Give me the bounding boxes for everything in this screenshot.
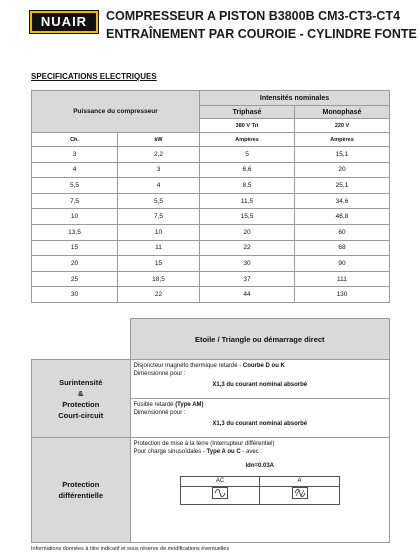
cell-mono: 25,1 — [295, 178, 390, 194]
ac-label: AC — [180, 477, 260, 487]
cell-ch: 25 — [32, 271, 118, 287]
document-header — [0, 0, 420, 52]
diff-text: - avec : — [240, 449, 263, 455]
cell-kw: 15 — [118, 256, 200, 272]
cell-kw: 3 — [118, 162, 200, 178]
label-line: & — [78, 388, 84, 398]
cell-tri: 37 — [200, 271, 295, 287]
nuair-logo — [29, 10, 99, 34]
cell-ch: 15 — [32, 240, 118, 256]
footer-note: Informations données à titre indicatif et sous réserve de modifications éventuelles — [31, 546, 230, 552]
cell-mono: 15,1 — [295, 147, 390, 163]
table-row — [32, 209, 390, 225]
mono-voltage: 220 V — [295, 119, 390, 133]
blank-corner — [32, 319, 131, 360]
unit-kw: kW — [118, 133, 200, 147]
a-symbol-cell — [260, 487, 340, 505]
logo-text: NUAIR — [32, 13, 96, 31]
unit-amp-tri: Ampères — [200, 133, 295, 147]
power-table — [31, 90, 390, 303]
disjoncteur-cell — [130, 360, 390, 399]
unit-amp-mono: Ampères — [295, 133, 390, 147]
ac-sine-icon — [212, 487, 228, 499]
cell-tri: 8,5 — [200, 178, 295, 194]
cell-ch: 3 — [32, 147, 118, 163]
table-row — [32, 162, 390, 178]
label-line: Protection — [62, 399, 100, 409]
table-row — [32, 193, 390, 209]
fusible-cell — [130, 399, 390, 438]
disjoncteur-text: Disjoncteur magnéto thermique retardé - — [133, 363, 243, 369]
intensity-header: Intensités nominales — [200, 91, 390, 106]
power-table-body — [32, 147, 390, 303]
cell-mono: 34,6 — [295, 193, 390, 209]
surintensite-label — [32, 360, 131, 438]
fusible-text: Fusible retardé — [133, 402, 176, 408]
cell-ch: 4 — [32, 162, 118, 178]
tri-voltage: 380 V Tri — [200, 119, 295, 133]
label-line: Protection — [62, 480, 100, 489]
cell-ch: 13,5 — [32, 224, 118, 240]
cell-tri: 6,6 — [200, 162, 295, 178]
diff-value: Idn=0.03A — [245, 463, 274, 469]
differentielle-label — [32, 438, 131, 543]
cell-mono: 60 — [295, 224, 390, 240]
cell-tri: 15,5 — [200, 209, 295, 225]
table-row — [32, 271, 390, 287]
cell-ch: 7,5 — [32, 193, 118, 209]
disjoncteur-value: X1,3 du courant nominal absorbé — [212, 382, 308, 388]
a-pulsed-icon — [292, 487, 308, 499]
cell-ch: 5,5 — [32, 178, 118, 194]
cell-mono: 20 — [295, 162, 390, 178]
cell-kw: 2,2 — [118, 147, 200, 163]
cell-tri: 22 — [200, 240, 295, 256]
diff-text: Protection de mise à la terre (Interrupteur différentiel) — [133, 441, 275, 447]
ac-a-symbols — [180, 476, 340, 505]
cell-tri: 11,5 — [200, 193, 295, 209]
cell-kw: 10 — [118, 224, 200, 240]
cell-kw: 11 — [118, 240, 200, 256]
document-title: COMPRESSEUR A PISTON B3800B CM3-CT3-CT4 — [106, 9, 401, 23]
fusible-dim: Dimensionné pour : — [133, 410, 186, 416]
cell-tri: 5 — [200, 147, 295, 163]
cell-ch: 10 — [32, 209, 118, 225]
diff-type: Type A ou C — [206, 449, 241, 455]
differentielle-cell — [130, 438, 390, 543]
protection-table — [31, 318, 390, 543]
cell-kw: 22 — [118, 287, 200, 303]
table-row — [32, 224, 390, 240]
cell-mono: 68 — [295, 240, 390, 256]
cell-mono: 111 — [295, 271, 390, 287]
table-row — [32, 178, 390, 194]
tri-header: Triphasé — [200, 106, 295, 119]
cell-tri: 20 — [200, 224, 295, 240]
cell-kw: 5,5 — [118, 193, 200, 209]
cell-ch: 20 — [32, 256, 118, 272]
cell-kw: 7,5 — [118, 209, 200, 225]
label-line: Surintensité — [59, 377, 103, 387]
label-line: Court-circuit — [58, 410, 104, 420]
section-title: SPECIFICATIONS ELECTRIQUES — [31, 72, 157, 81]
fusible-type: (Type AM) — [175, 402, 204, 408]
a-label: A — [260, 477, 340, 487]
disjoncteur-curve: Courbe D ou K — [242, 363, 285, 369]
table-row — [32, 287, 390, 303]
label-line: différentielle — [58, 491, 104, 500]
cell-ch: 30 — [32, 287, 118, 303]
disjoncteur-dim: Dimensionné pour : — [133, 371, 186, 377]
cell-tri: 30 — [200, 256, 295, 272]
power-header: Puissance du compresseur — [32, 91, 200, 133]
cell-kw: 18,5 — [118, 271, 200, 287]
table-row — [32, 147, 390, 163]
cell-tri: 44 — [200, 287, 295, 303]
fusible-value: X1,3 du courant nominal absorbé — [212, 421, 308, 427]
table-row — [32, 256, 390, 272]
cell-mono: 130 — [295, 287, 390, 303]
table-row — [32, 240, 390, 256]
cell-mono: 46,8 — [295, 209, 390, 225]
document-subtitle: ENTRAÎNEMENT PAR COUROIE - CYLINDRE FONTE — [106, 27, 417, 41]
mono-header: Monophasé — [295, 106, 390, 119]
cell-mono: 90 — [295, 256, 390, 272]
cell-kw: 4 — [118, 178, 200, 194]
unit-ch: Ch. — [32, 133, 118, 147]
ac-symbol-cell — [180, 487, 260, 505]
diff-text: Pour charge sinusoïdales - — [133, 449, 207, 455]
protection-head: Etoile / Triangle ou démarrage direct — [130, 319, 390, 360]
